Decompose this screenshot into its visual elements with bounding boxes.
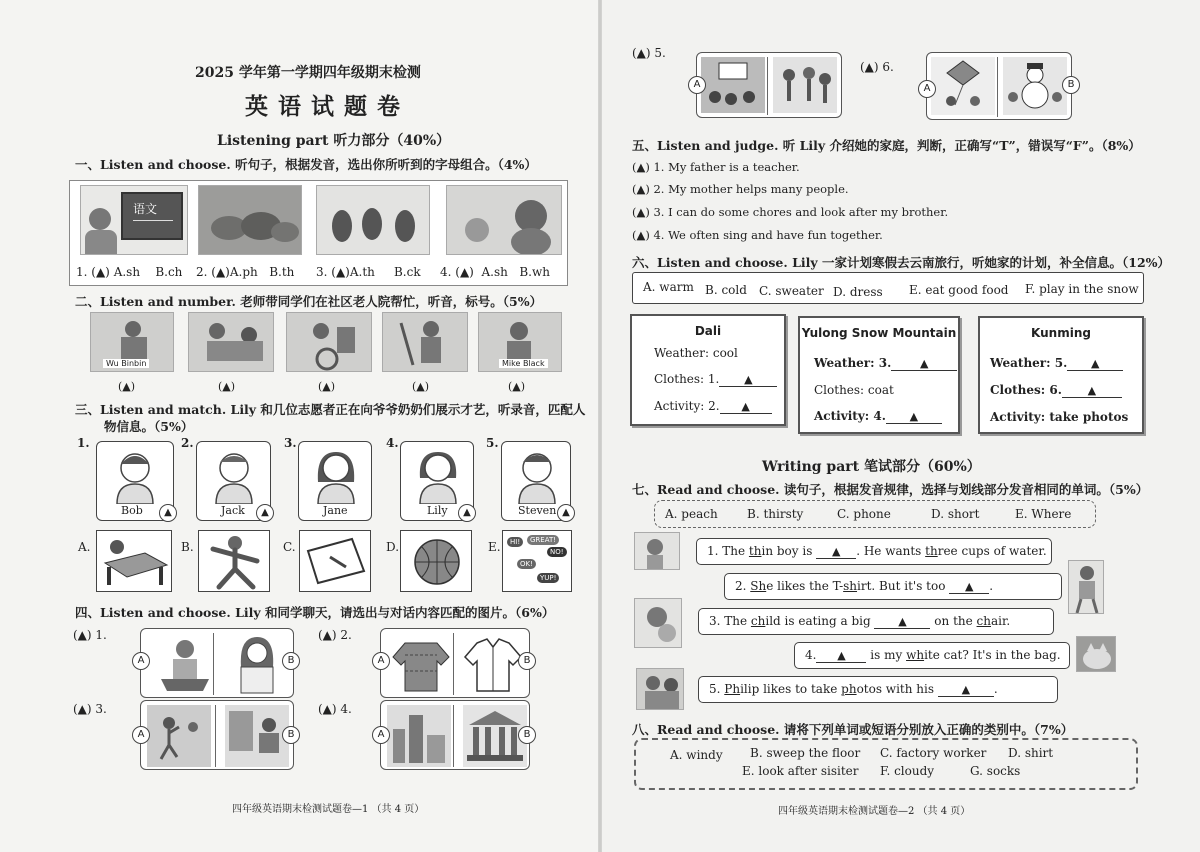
s7-s3-mid1: ild is eating a big <box>765 614 875 628</box>
snowman-icon <box>1003 57 1067 115</box>
s8-option-d[interactable]: D. shirt <box>1008 746 1054 760</box>
card-yulong-activity-row <box>814 409 958 424</box>
s2-answer-3[interactable]: (▲) <box>318 380 336 393</box>
white-cat-picture <box>1076 636 1116 672</box>
s2-answer-1[interactable]: (▲) <box>118 380 136 393</box>
person-name-jack: Jack <box>221 504 245 517</box>
s7-s1-mid1: in boy is <box>761 544 817 558</box>
board-game-icon <box>97 531 173 593</box>
penguin-icon <box>317 186 430 255</box>
s6-option-f[interactable]: F. play in the snow <box>1025 282 1139 296</box>
writing-heading: Writing part 笔试部分（60%） <box>762 459 981 475</box>
s1-item-1-option-a[interactable]: A.sh <box>113 265 141 279</box>
child-icon <box>635 599 682 648</box>
card-kunming-activity: Activity: take photos <box>990 410 1129 424</box>
blank-triangle: ▲ <box>961 683 971 696</box>
section-3-heading-line2: 物信息。（5%） <box>104 419 194 434</box>
girl-tshirt-picture <box>1068 560 1104 614</box>
s7-option-b[interactable]: B. thirsty <box>747 507 804 521</box>
person-name-steven: Steven <box>518 504 557 517</box>
blank-triangle: ▲ <box>831 545 841 558</box>
s7-s3-pre: 3. The <box>709 614 751 628</box>
s7-sentence-4 <box>794 642 1070 669</box>
running-kids-icon <box>147 705 211 767</box>
s4-item-4-a[interactable]: A <box>372 726 390 744</box>
board-line <box>133 220 173 221</box>
s4-item-4-pictures <box>380 700 530 770</box>
s6-option-b[interactable]: B. cold <box>705 283 747 297</box>
s7-s3-underline-1: ch <box>750 614 766 628</box>
boy-avatar-icon <box>513 448 561 504</box>
elephant-icon <box>199 186 302 255</box>
option-a-label: A. <box>78 540 91 554</box>
nursing-home-picture-3 <box>286 312 372 372</box>
s6-options-box <box>632 272 1144 304</box>
s1-item-1-label: 1. (▲) <box>76 265 110 279</box>
s4-item-2-pictures <box>380 628 530 698</box>
child-eating-picture <box>634 598 682 648</box>
card-yulong-activity: Activity: 4. <box>814 409 886 423</box>
s6-option-e[interactable]: E. eat good food <box>909 283 1009 297</box>
cinema-icon <box>701 57 765 113</box>
option-d-label: D. <box>386 540 400 554</box>
s7-s4-mid1: is my <box>866 648 907 662</box>
s7-option-a[interactable]: A. peach <box>665 507 718 521</box>
boy-avatar-icon <box>111 448 159 504</box>
s1-item-2-label: 2. (▲) <box>196 265 230 279</box>
s4-item-2[interactable]: (▲) 2. <box>318 628 352 642</box>
s5-item-4[interactable]: (▲) 4. We often sing and have fun together. <box>632 228 883 242</box>
s5-item-3[interactable]: (▲) 3. I can do some chores and look after my brother. <box>632 205 949 219</box>
s6-option-a[interactable]: A. warm <box>643 280 694 294</box>
library-icon <box>225 705 289 767</box>
s4-item-6-a[interactable]: A <box>918 80 936 98</box>
s7-s2-underline-2: sh <box>843 579 858 593</box>
card-yulong-weather: Weather: 3. <box>814 356 892 370</box>
s2-answer-4[interactable]: (▲) <box>412 380 430 393</box>
card-yulong-activity-blank[interactable] <box>886 409 942 424</box>
blank-triangle: ▲ <box>898 615 907 628</box>
s4-item-6[interactable]: (▲) 6. <box>860 60 894 74</box>
caption-mike-black: Mike Black <box>499 359 548 368</box>
s6-option-d[interactable]: D. dress <box>833 285 883 299</box>
s8-option-b[interactable]: B. sweep the floor <box>750 746 861 760</box>
family-icon <box>637 669 684 710</box>
laptop-woman-icon <box>155 633 215 695</box>
bubble-great: GREAT! <box>527 535 559 545</box>
pair-divider <box>453 633 463 695</box>
s4-item-6-pictures <box>926 52 1072 120</box>
card-yulong-weather-blank[interactable] <box>891 356 957 371</box>
s1-item-3-option-b[interactable]: B.ck <box>393 265 421 279</box>
card-kunming-weather-blank[interactable] <box>1067 356 1123 371</box>
person-2-number: 2. <box>181 436 194 450</box>
s7-s5-pre: 5. <box>709 682 725 696</box>
s1-item-1-option-b[interactable]: B.ch <box>155 265 183 279</box>
s1-item-2 <box>196 265 294 279</box>
s7-s2-pre: 2. <box>735 579 751 593</box>
card-yulong-weather-row <box>814 356 958 371</box>
drawing-board-icon <box>300 531 372 593</box>
teacher-picture <box>80 185 188 255</box>
section-7-heading: 七、Read and choose. 读句子，根据发音规律，选择与划线部分发音相同的单词。（5%） <box>632 482 1149 497</box>
option-c-label: C. <box>283 540 296 554</box>
s1-item-1 <box>76 265 182 279</box>
s8-option-e[interactable]: E. look after sisiter <box>742 764 859 778</box>
blank-triangle: ▲ <box>920 357 929 370</box>
boy-avatar-icon <box>210 448 258 504</box>
blank-triangle: ▲ <box>1091 357 1100 370</box>
girl-avatar-icon <box>414 448 462 504</box>
card-dali-clothes-blank[interactable] <box>719 372 777 387</box>
nursing-home-picture-2 <box>188 312 274 372</box>
blank-triangle: ▲ <box>744 373 753 386</box>
person-name-lily: Lily <box>427 504 448 517</box>
card-kunming-title: Kunming <box>1031 326 1091 340</box>
person-3-number: 3. <box>284 436 297 450</box>
option-e-speech-bubbles-picture[interactable] <box>502 530 572 592</box>
s7-option-e[interactable]: E. Where <box>1015 507 1072 521</box>
s4-item-6-b[interactable]: B <box>1062 76 1080 94</box>
s7-s5-blank[interactable] <box>938 682 994 697</box>
section-2-heading: 二、Listen and number. 老师带同学们在社区老人院帮忙，听音，标号。（5%） <box>75 294 543 309</box>
s7-s5-underline-1: Ph <box>724 682 741 696</box>
card-dali-clothes-row <box>654 372 784 387</box>
s7-option-d[interactable]: D. short <box>931 507 980 521</box>
page-2-footer: 四年级英语期末检测试题卷—2 （共 4 页） <box>778 806 971 817</box>
card-dali-weather: Weather: cool <box>654 346 738 360</box>
s7-s1-underline-1: th <box>748 544 762 558</box>
s7-s1-blank[interactable] <box>816 544 856 559</box>
bubble-no: NO! <box>547 547 567 557</box>
bubble-yup: YUP! <box>537 573 559 583</box>
s8-option-g[interactable]: G. socks <box>970 764 1021 778</box>
person-name-bob: Bob <box>121 504 143 517</box>
cat-icon <box>1077 637 1116 672</box>
s4-item-1-b[interactable]: B <box>282 652 300 670</box>
s7-s5-mid1: ilip likes to take <box>740 682 842 696</box>
blank-triangle: ▲ <box>837 649 846 662</box>
s1-item-3-option-a[interactable]: A.th <box>349 265 375 279</box>
option-d-basketball-picture[interactable] <box>400 530 472 592</box>
card-yulong <box>798 316 960 434</box>
s7-s4-underline-1: wh <box>906 648 925 662</box>
s8-option-c[interactable]: C. factory worker <box>880 746 987 760</box>
section-5-heading: 五、Listen and judge. 听 Lily 介绍她的家庭，判断，正确写“T”，错误写“F”。（8%） <box>632 138 1141 153</box>
s7-s2-blank[interactable] <box>949 579 989 594</box>
section-6-heading: 六、Listen and choose. Lily 一家计划寒假去云南旅行，听她家的计划，补全信息。（12%） <box>632 255 1171 270</box>
person-1-number: 1. <box>77 436 90 450</box>
exam-page-1 <box>0 0 598 852</box>
s7-s1-underline-2: th <box>925 544 938 558</box>
girl-avatar-icon <box>312 448 360 504</box>
s7-s2-underline-1: Sh <box>750 579 767 593</box>
blank-triangle: ▲ <box>741 400 750 413</box>
s4-item-1[interactable]: (▲) 1. <box>73 628 107 642</box>
s7-s4-post: ite cat? It's in the bag. <box>924 648 1061 662</box>
s7-s4-blank[interactable] <box>816 648 866 663</box>
person-4-number: 4. <box>386 436 399 450</box>
pair-divider <box>997 57 1003 117</box>
s1-item-2-option-a[interactable]: A.ph <box>229 265 258 279</box>
s7-s1-post: ree cups of water. <box>937 544 1047 558</box>
sweater-icon <box>391 635 451 693</box>
s4-item-3-b[interactable]: B <box>282 726 300 744</box>
s4-item-4-b[interactable]: B <box>518 726 536 744</box>
s7-s3-mid2: on the <box>930 614 977 628</box>
city-buildings-icon <box>387 705 451 767</box>
s1-item-2-option-b[interactable]: B.th <box>269 265 295 279</box>
section-1-grid <box>69 180 568 286</box>
s1-item-3 <box>316 265 421 279</box>
person-2-triangle[interactable]: ▲ <box>256 504 274 522</box>
card-kunming-clothes: Clothes: 6. <box>990 383 1062 397</box>
s7-option-c[interactable]: C. phone <box>837 507 891 521</box>
s7-s1-mid2: . He wants <box>856 544 926 558</box>
exam-title: 2025 学年第一学期四年级期末检测 <box>195 65 421 81</box>
s7-s3-blank[interactable] <box>874 614 930 629</box>
section-8-heading: 八、Read and choose. 请将下列单词或短语分别放入正确的类别中。（7%） <box>632 722 1074 737</box>
caption-wu-binbin: Wu Binbin <box>103 359 149 368</box>
option-c-drawing-picture[interactable] <box>299 530 371 592</box>
basketball-icon <box>401 531 473 593</box>
s7-s2-post: . <box>989 579 994 593</box>
card-dali <box>630 314 786 426</box>
wheelchair-icon <box>287 313 372 372</box>
playground-kids-icon <box>773 57 837 113</box>
s1-item-4 <box>440 265 550 279</box>
card-dali-title: Dali <box>694 324 722 338</box>
card-dali-clothes: Clothes: 1. <box>654 372 720 386</box>
s7-sentence-3 <box>698 608 1054 635</box>
s4-item-1-pictures <box>140 628 294 698</box>
s4-item-3[interactable]: (▲) 3. <box>73 702 107 716</box>
s6-option-c[interactable]: C. sweater <box>759 284 824 298</box>
s1-item-4-label: 4. (▲) <box>440 265 474 279</box>
s7-sentence-2 <box>724 573 1062 600</box>
section-4-heading: 四、Listen and choose. Lily 和同学聊天，请选出与对话内容匹配的图片。（6%） <box>75 605 555 620</box>
option-a-weiqi-picture[interactable] <box>96 530 172 592</box>
s4-item-2-a[interactable]: A <box>372 652 390 670</box>
card-kunming-weather: Weather: 5. <box>990 356 1068 370</box>
boy-icon <box>635 533 680 570</box>
blank-triangle: ▲ <box>1087 384 1097 397</box>
s4-item-5-a[interactable]: A <box>688 76 706 94</box>
person-name-jane: Jane <box>323 504 348 517</box>
kungfu-figure-icon <box>199 531 271 593</box>
teacher-head <box>89 208 111 230</box>
s8-option-a[interactable]: A. windy <box>670 748 723 762</box>
s7-s3-post: air. <box>991 614 1011 628</box>
kite-icon <box>931 57 995 115</box>
page-1-footer: 四年级英语期末检测试题卷—1 （共 4 页） <box>232 804 425 815</box>
s4-item-5-pictures <box>696 52 842 118</box>
s7-s5-mid2: otos with his <box>856 682 938 696</box>
pair-divider <box>213 633 223 695</box>
blackboard-text: 语文 <box>133 202 158 216</box>
s7-s3-underline-2: ch <box>976 614 991 628</box>
card-kunming-clothes-row <box>990 383 1142 398</box>
s8-options-box <box>634 738 1138 790</box>
card-kunming <box>978 316 1144 434</box>
s4-item-1-a[interactable]: A <box>132 652 150 670</box>
thin-boy-picture <box>634 532 680 570</box>
s4-item-2-b[interactable]: B <box>518 652 536 670</box>
blank-triangle: ▲ <box>909 410 919 423</box>
s5-item-2[interactable]: (▲) 2. My mother helps many people. <box>632 182 849 196</box>
s7-s4-pre: 4. <box>805 648 817 662</box>
s1-item-4-option-a[interactable]: A.sh <box>481 265 508 279</box>
person-1-triangle[interactable]: ▲ <box>159 504 177 522</box>
card-kunming-clothes-blank[interactable] <box>1062 383 1122 398</box>
nursing-home-picture-4 <box>382 312 468 372</box>
s4-item-4[interactable]: (▲) 4. <box>318 702 352 716</box>
blackboard <box>121 192 183 240</box>
bubble-ok: OK! <box>517 559 536 569</box>
card-dali-activity-row <box>654 399 784 414</box>
s7-options-box <box>654 500 1096 528</box>
bubble-hi: HI! <box>507 537 523 547</box>
elephants-picture <box>198 185 302 255</box>
s7-s2-mid2: irt. But it's too <box>857 579 950 593</box>
option-b-label: B. <box>181 540 194 554</box>
listening-heading: Listening part 听力部分（40%） <box>217 133 451 149</box>
exam-page-2 <box>602 0 1200 852</box>
person-4-triangle[interactable]: ▲ <box>458 504 476 522</box>
card-dali-activity: Activity: 2. <box>654 399 720 413</box>
s5-item-1[interactable]: (▲) 1. My father is a teacher. <box>632 160 800 174</box>
person-card-jane[interactable] <box>298 441 372 521</box>
s2-answer-2[interactable]: (▲) <box>218 380 236 393</box>
shirt-icon <box>463 635 523 693</box>
option-b-kungfu-picture[interactable] <box>198 530 270 592</box>
bear-icon <box>447 186 562 255</box>
philip-picture <box>636 668 684 710</box>
s1-item-4-option-b[interactable]: B.wh <box>519 265 550 279</box>
nursing-home-picture-1 <box>90 312 174 372</box>
doctor-icon <box>227 633 287 695</box>
card-yulong-clothes: Clothes: coat <box>814 383 894 397</box>
section-1-heading: 一、Listen and choose. 听句子，根据发音，选出你所听到的字母组合。（4%） <box>75 157 537 172</box>
reading-icon <box>189 313 274 372</box>
s7-s2-mid1: e likes the T- <box>766 579 844 593</box>
section-3-heading-line1: 三、Listen and match. Lily 和几位志愿者正在向爷爷奶奶们展示才艺，听录音，匹配人 <box>75 402 586 417</box>
nursing-home-picture-5 <box>478 312 562 372</box>
blank-triangle: ▲ <box>965 580 974 593</box>
person-5-triangle[interactable]: ▲ <box>557 504 575 522</box>
s7-s5-underline-2: ph <box>841 682 857 696</box>
girl-icon <box>1069 561 1104 614</box>
s4-item-5[interactable]: (▲) 5. <box>632 46 666 60</box>
teacher-body <box>85 230 117 255</box>
penguins-picture <box>316 185 430 255</box>
s1-item-3-label: 3. (▲) <box>316 265 350 279</box>
pair-divider <box>453 705 463 767</box>
cartoon-animals-picture <box>446 185 562 255</box>
s4-item-3-pictures <box>140 700 294 770</box>
card-yulong-title: Yulong Snow Mountain <box>801 326 957 340</box>
s2-answer-5[interactable]: (▲) <box>508 380 526 393</box>
person-5-number: 5. <box>486 436 499 450</box>
s7-sentence-5 <box>698 676 1058 703</box>
s8-option-f[interactable]: F. cloudy <box>880 764 935 778</box>
card-kunming-weather-row <box>990 356 1142 371</box>
pair-divider <box>767 57 773 115</box>
option-e-label: E. <box>488 540 501 554</box>
exam-subtitle: 英语试题卷 <box>245 93 410 120</box>
s7-sentence-1 <box>696 538 1052 565</box>
pair-divider <box>215 705 223 767</box>
s4-item-3-a[interactable]: A <box>132 726 150 744</box>
s7-s1-pre: 1. The <box>707 544 749 558</box>
s7-s5-post: . <box>993 682 998 696</box>
cleaning-icon <box>383 313 468 372</box>
card-dali-activity-blank[interactable] <box>720 399 772 414</box>
